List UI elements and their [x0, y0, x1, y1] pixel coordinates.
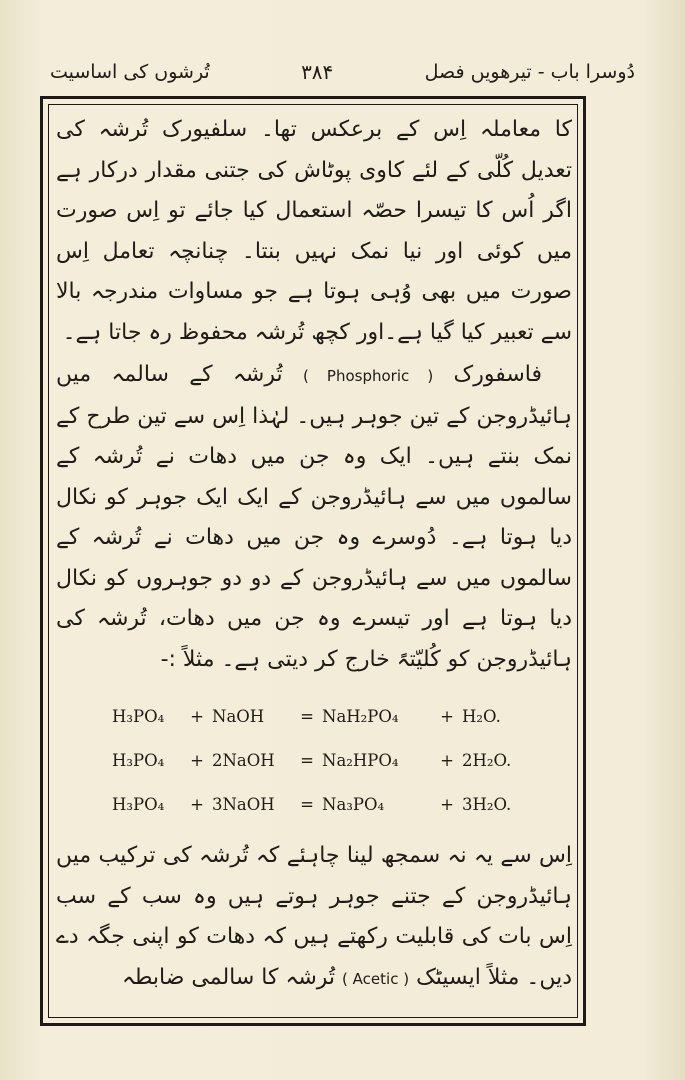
product-water: 2H₂O.	[462, 750, 512, 770]
page-body	[56, 110, 572, 1015]
equations-block	[56, 694, 572, 826]
paragraph-1: کا معاملہ اِس کے برعکس تھا۔ سلفیورک تُرشہ کی تعدیل کُلّی کے لئے کاوی پوٹاش کی جتنی مقدار درکار ہے اگر اُس کا تیسرا حصّہ استعمال کیا جائے تو اِس صورت میں کوئی اور نیا نمک نہیں بنتا۔ چنانچہ تعامل اِس صورت میں بھی وُہی ہوتا ہے جو مساوات مندرجہ بالا سے تعبیر کیا گیا ہے۔اور کچھ تُرشہ محفوظ رہ جاتا ہے۔	[56, 117, 572, 345]
page-header	[50, 52, 635, 92]
plus-sign: +	[440, 706, 454, 726]
header-chapter: دُوسرا باب - تیرھویں فصل	[424, 61, 635, 83]
equation-row	[112, 738, 572, 782]
plus-sign: +	[190, 750, 204, 770]
paragraph-2-text: کے سالمہ میں ہائیڈروجن کے تین جوہر ہیں۔ لہٰذا اِس سے تین طرح کے نمک بنتے ہیں۔ ایک وہ جن میں دھات نے تُرشہ کے سالموں میں سے ہائیڈروجن کے ایک ایک جوہر کو نکال دیا ہوتا ہے۔ دُوسرے وہ جن میں دھات نے تُرشہ کے سالموں میں سے ہائیڈروجن کے دو دو جوہروں کو نکال دیا ہوتا ہے اور تیسرے وہ جن میں دھات، تُرشہ کی ہائیڈروجن کو کُلیّتہً خارج کر دیتی ہے۔ مثلاً :-	[56, 362, 572, 672]
paragraph-2	[56, 355, 572, 680]
plus-sign: +	[190, 794, 204, 814]
paragraph-3	[56, 836, 572, 999]
equals-sign: =	[300, 750, 314, 770]
phosphoric-suffix: تُرشہ	[233, 362, 283, 387]
equals-sign: =	[300, 794, 314, 814]
paragraph-3-text: اِس سے یہ نہ سمجھ لینا چاہئے کہ تُرشہ کی ترکیب میں ہائیڈروجن کے جتنے جوہر ہوتے ہیں وہ سب کے سب اِس بات کی قابلیت رکھتے ہیں کہ دھات کو اپنی جگہ دے دیں۔ مثلاً ایسیٹک	[56, 843, 572, 990]
equation-row	[112, 694, 572, 738]
reactant-acid: H₃PO₄	[112, 750, 165, 770]
equals-sign: =	[300, 706, 314, 726]
plus-sign: +	[440, 750, 454, 770]
phosphoric-latin: ( Phosphoric )	[302, 367, 434, 385]
paragraph-3-end: تُرشہ کا سالمی ضابطہ	[121, 964, 336, 990]
reactant-acid: H₃PO₄	[112, 706, 165, 726]
product-water: H₂O.	[462, 706, 501, 726]
product-salt: NaH₂PO₄	[322, 706, 399, 726]
reactant-base: 2NaOH	[212, 750, 275, 770]
acetic-latin: ( Acetic )	[342, 969, 410, 988]
page-number: ۳۸۴	[301, 60, 334, 84]
reactant-base: NaOH	[212, 706, 265, 726]
product-water: 3H₂O.	[462, 794, 512, 814]
plus-sign: +	[440, 794, 454, 814]
product-salt: Na₂HPO₄	[322, 750, 399, 770]
reactant-acid: H₃PO₄	[112, 794, 165, 814]
plus-sign: +	[190, 706, 204, 726]
product-salt: Na₃PO₄	[322, 794, 385, 814]
header-section-title: تُرشوں کی اساسیت	[50, 61, 210, 83]
phosphoric-urdu: فاسفورک	[453, 362, 543, 387]
reactant-base: 3NaOH	[212, 794, 275, 814]
equation-row	[112, 782, 572, 826]
